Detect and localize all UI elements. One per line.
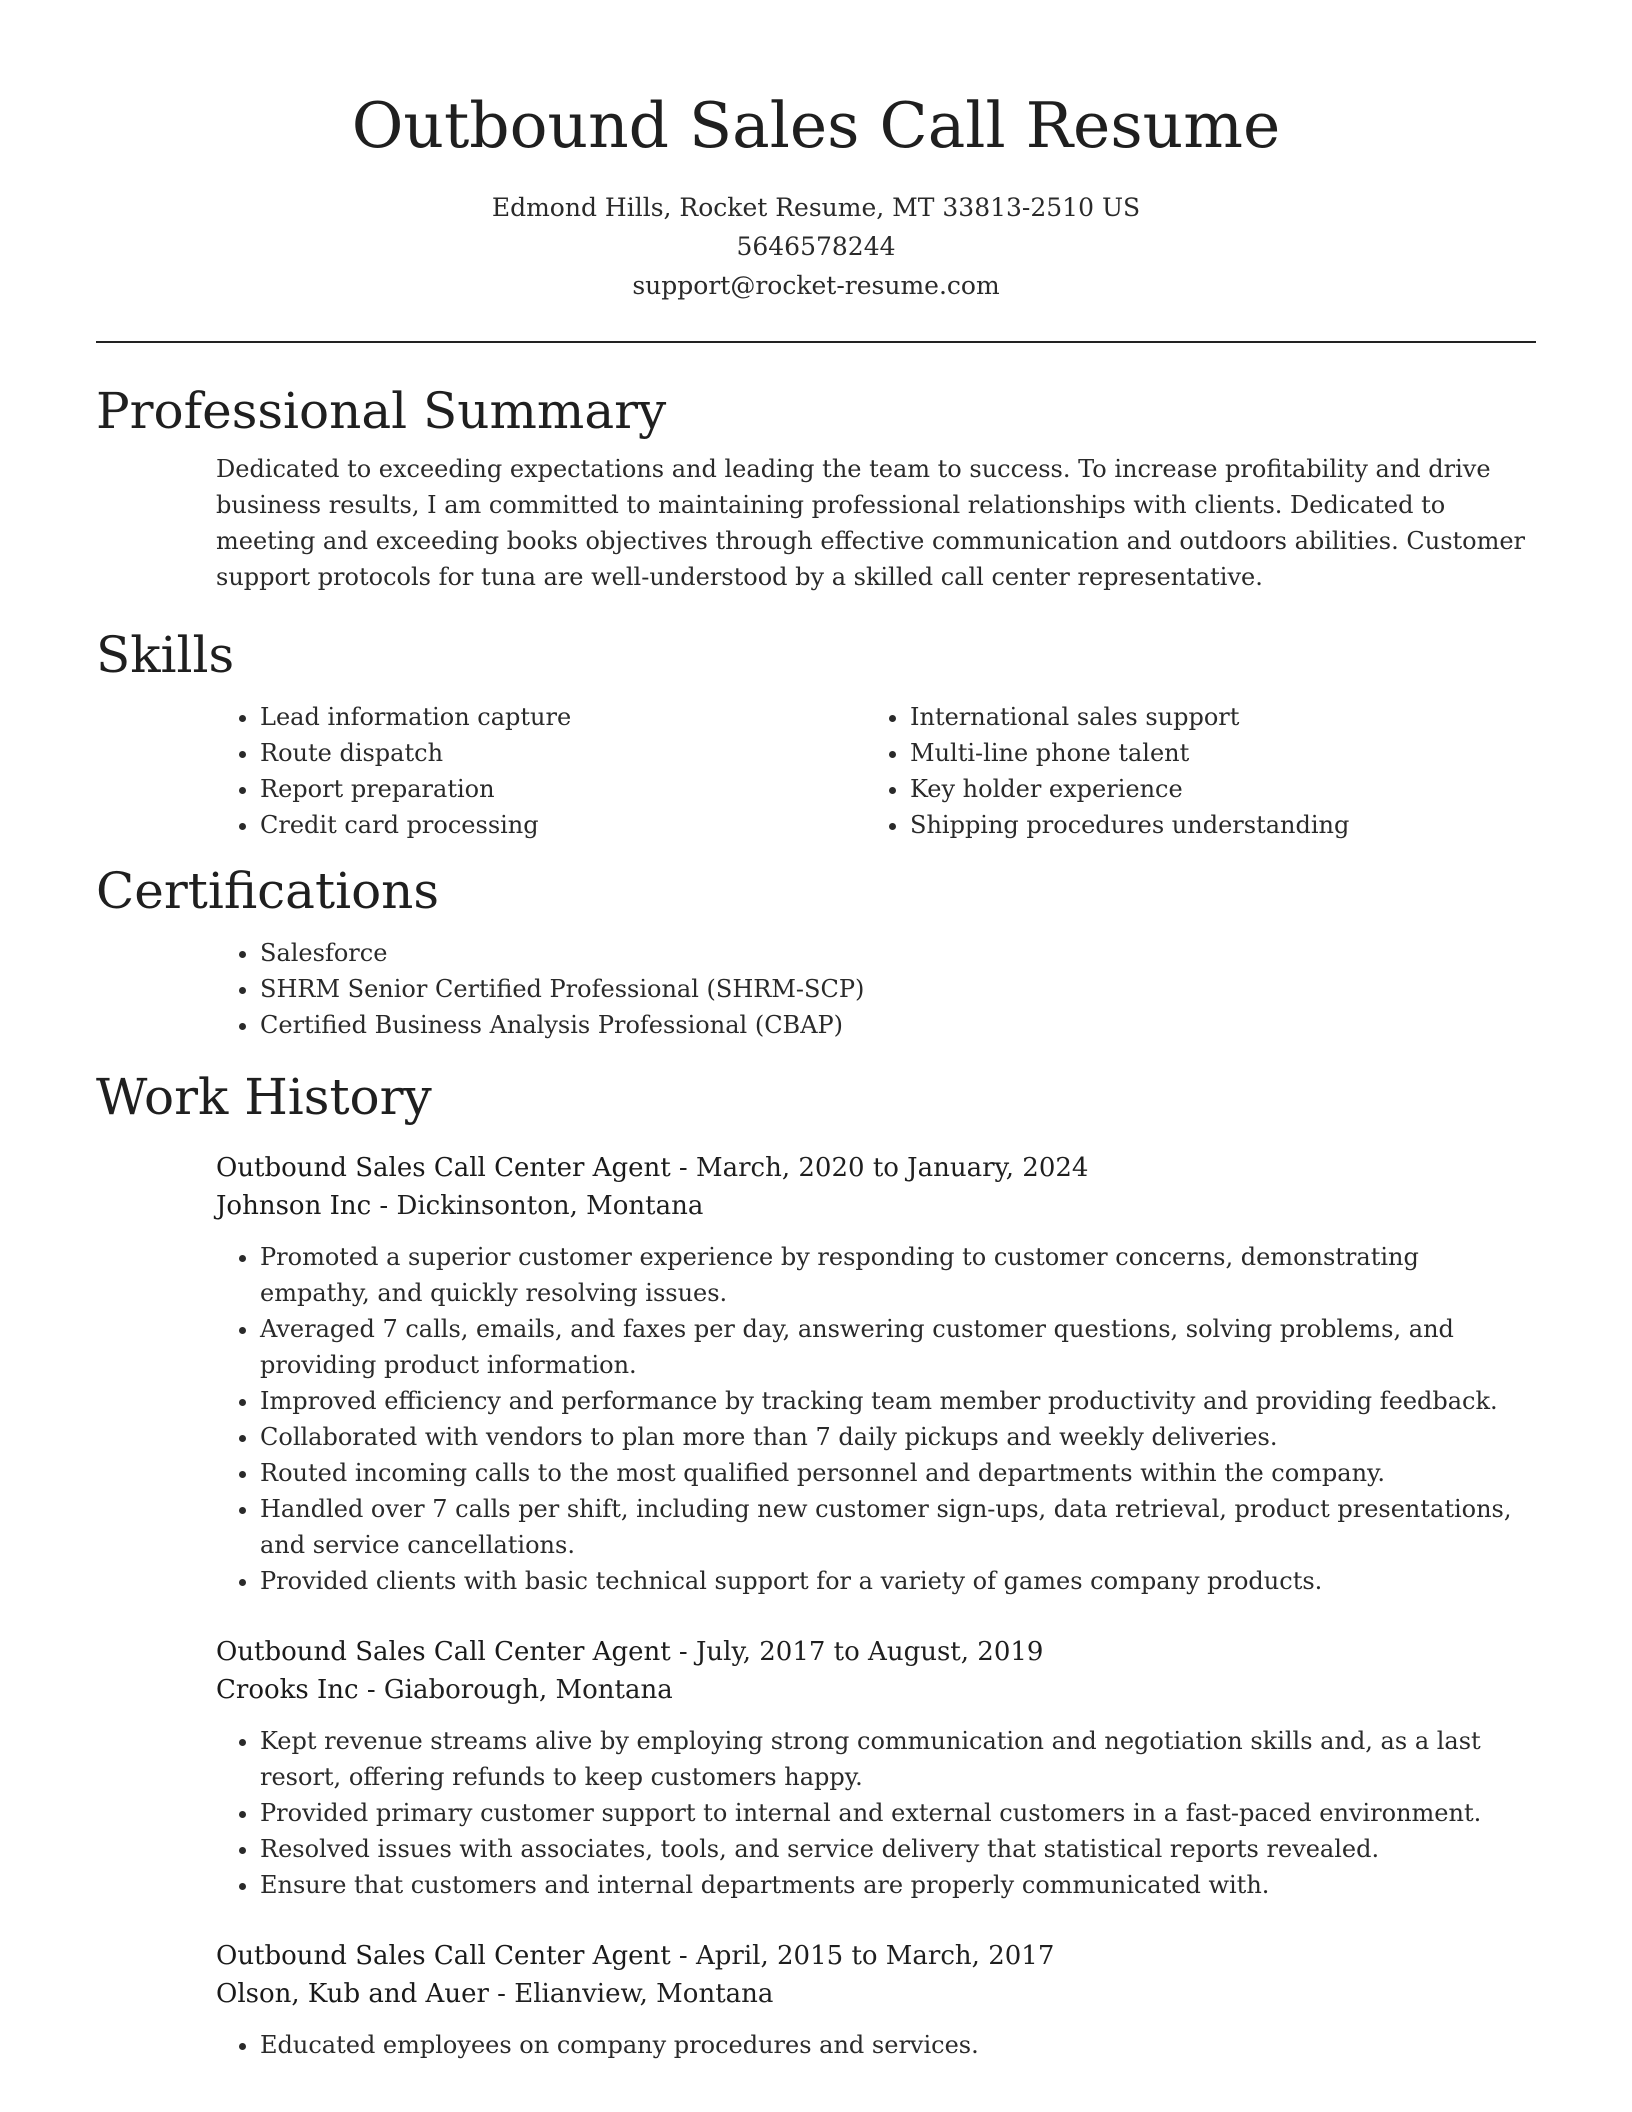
section-heading-skills: Skills: [96, 626, 235, 684]
skills-column-left: [216, 699, 866, 843]
resume-header: [96, 0, 1536, 305]
job-bullet: • Ensure that customers and internal departments are properly communicated with.: [260, 1867, 1536, 1903]
skill-item: • Report preparation: [260, 771, 866, 807]
job-dates: April, 2015 to March, 2017: [696, 1941, 1055, 1971]
skill-item: • Multi-line phone talent: [910, 735, 1516, 771]
job-bullets: [216, 1723, 1536, 1903]
contact-address: Edmond Hills, Rocket Resume, MT 33813-2510 US: [491, 193, 1141, 222]
skills-column-right: [866, 699, 1516, 843]
separator: -: [371, 1191, 397, 1221]
job-bullet: • Provided clients with basic technical support for a variety of games company products.: [260, 1563, 1536, 1599]
skill-item: • Key holder experience: [910, 771, 1516, 807]
job-location: Dickinsonton, Montana: [396, 1191, 704, 1221]
header-divider: [96, 341, 1536, 343]
section-heading-certifications: Certifications: [96, 862, 440, 920]
job-bullets: [216, 2027, 1536, 2063]
skills-section: [96, 625, 1536, 843]
job-bullet: • Promoted a superior customer experience by responding to customer concerns, demonstrating empathy, and quickly resolving issues.: [260, 1239, 1536, 1311]
separator: -: [670, 1637, 696, 1667]
job-title-line: [216, 1937, 1536, 1975]
job-company: Olson, Kub and Auer: [216, 1979, 489, 2009]
professional-summary-section: [96, 381, 1536, 595]
skill-item: • Shipping procedures understanding: [910, 807, 1516, 843]
skills-grid: [216, 699, 1536, 843]
certification-item: • Salesforce: [260, 935, 1536, 971]
skill-item: • International sales support: [910, 699, 1516, 735]
work-history-section: [96, 1067, 1536, 2063]
job-bullet: • Kept revenue streams alive by employing strong communication and negotiation skills and, as a last resort, offering refunds to keep customers happy.: [260, 1723, 1536, 1795]
job-entry: [216, 1633, 1536, 1903]
job-bullet: • Provided primary customer support to internal and external customers in a fast-paced environment.: [260, 1795, 1536, 1831]
document-title: Outbound Sales Call Resume: [351, 89, 1281, 162]
section-heading-work-history: Work History: [96, 1068, 432, 1126]
job-company-line: [216, 1671, 1536, 1709]
separator: -: [358, 1675, 384, 1705]
certification-item: • SHRM Senior Certified Professional (SHRM-SCP): [260, 971, 1536, 1007]
job-bullet: • Collaborated with vendors to plan more than 7 daily pickups and weekly deliveries.: [260, 1419, 1536, 1455]
job-role: Outbound Sales Call Center Agent: [216, 1941, 671, 1971]
job-bullet: • Improved efficiency and performance by tracking team member productivity and providing feedback.: [260, 1383, 1536, 1419]
job-bullet: • Handled over 7 calls per shift, including new customer sign-ups, data retrieval, product presentations, and service cancellations.: [260, 1491, 1536, 1563]
certifications-list: [216, 935, 1536, 1043]
separator: -: [670, 1153, 696, 1183]
job-bullet: • Resolved issues with associates, tools, and service delivery that statistical reports revealed.: [260, 1831, 1536, 1867]
job-dates: July, 2017 to August, 2019: [696, 1637, 1044, 1667]
skill-item: • Route dispatch: [260, 735, 866, 771]
summary-text: Dedicated to exceeding expectations and leading the team to success. To increase profitability and drive business results, I am committed to maintaining professional relationships with clients. Dedicated to meeting and exceeding books objectives through effective communication and outdoors abilities. Customer support protocols for tuna are well-understood by a skilled call center representative.: [216, 455, 1526, 591]
job-bullet: • Routed incoming calls to the most qualified personnel and departments within the company.: [260, 1455, 1536, 1491]
contact-email: support@rocket-resume.com: [632, 271, 1000, 300]
job-bullets: [216, 1239, 1536, 1599]
job-bullet: • Educated employees on company procedures and services.: [260, 2027, 1536, 2063]
job-location: Elianview, Montana: [514, 1979, 774, 2009]
contact-phone: 5646578244: [736, 232, 896, 261]
skill-item: • Credit card processing: [260, 807, 866, 843]
separator: -: [488, 1979, 515, 2009]
job-bullet: • Averaged 7 calls, emails, and faxes per day, answering customer questions, solving problems, and providing product information.: [260, 1311, 1536, 1383]
job-company: Johnson Inc: [216, 1191, 372, 1221]
job-company-line: [216, 1187, 1536, 1225]
certifications-section: [96, 861, 1536, 1043]
separator: -: [670, 1941, 696, 1971]
job-location: Giaborough, Montana: [383, 1675, 673, 1705]
job-entry: [216, 1937, 1536, 2063]
job-role: Outbound Sales Call Center Agent: [216, 1637, 671, 1667]
job-title-line: [216, 1149, 1536, 1187]
job-company-line: [216, 1975, 1536, 2013]
job-entry: [216, 1149, 1536, 1599]
job-dates: March, 2020 to January, 2024: [696, 1153, 1089, 1183]
section-heading-summary: Professional Summary: [96, 382, 667, 440]
certification-item: • Certified Business Analysis Professional (CBAP): [260, 1007, 1536, 1043]
job-company: Crooks Inc: [216, 1675, 359, 1705]
job-title-line: [216, 1633, 1536, 1671]
job-role: Outbound Sales Call Center Agent: [216, 1153, 671, 1183]
skill-item: • Lead information capture: [260, 699, 866, 735]
